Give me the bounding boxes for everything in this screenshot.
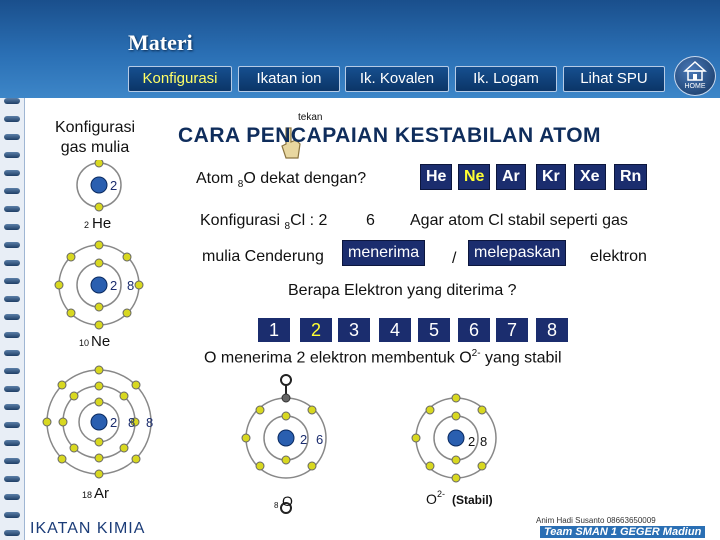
binder-ring (4, 404, 20, 410)
symbol-ne: Ne (91, 333, 111, 350)
menerima-button[interactable]: menerima (342, 240, 425, 266)
config-ion-2: 8 (480, 434, 488, 449)
sub-o: 8 (274, 501, 279, 510)
electron (95, 203, 103, 211)
q1-sub: 8 (237, 179, 244, 191)
binder-ring (4, 350, 20, 356)
binder-ring (4, 530, 20, 536)
config-ne-1: 2 (110, 278, 118, 293)
binder-ring (4, 440, 20, 446)
number-2[interactable]: 2 (300, 318, 332, 342)
left-caption (40, 118, 150, 158)
answer-prefix: O menerima 2 elektron membentuk O (204, 349, 472, 367)
badge-ar[interactable]: Ar (496, 164, 526, 190)
number-3[interactable]: 3 (338, 318, 370, 342)
atom-ne (55, 241, 143, 350)
binder-ring (4, 116, 20, 122)
tekan-label: tekan (298, 112, 323, 123)
config-o-2: 6 (316, 432, 324, 447)
author-credit: Anim Hadi Susanto 08663650009 (536, 516, 656, 525)
main-heading: CARA PENCAPAIAN KESTABILAN ATOM (178, 124, 602, 147)
home-label: HOME (684, 83, 706, 90)
config-o-1: 2 (300, 432, 308, 447)
number-7[interactable]: 7 (496, 318, 528, 342)
binder-ring (4, 296, 20, 302)
binder-ring (4, 494, 20, 500)
binder-ring (4, 476, 20, 482)
binder-ring (4, 170, 20, 176)
mulia-text: mulia Cenderung (202, 248, 324, 265)
slash-text: / (452, 250, 457, 267)
binder-ring (4, 332, 20, 338)
team-credit: Team SMAN 1 GEGER Madiun (540, 526, 705, 538)
config-val1: 2 (318, 212, 328, 229)
added-electron-marker (281, 375, 291, 385)
atom-ar (43, 366, 153, 502)
symbol-o: O (282, 493, 293, 509)
config-he: 2 (110, 178, 118, 193)
home-icon (675, 57, 715, 85)
sub-he: 2 (84, 220, 90, 230)
binder-ring (4, 206, 20, 212)
config-element: Cl : (290, 212, 319, 229)
binder-ring (4, 368, 20, 374)
ion-o2 (412, 394, 496, 507)
binder-ring (4, 386, 20, 392)
nucleus-he (91, 177, 107, 193)
atom-he (77, 160, 121, 232)
binder-ring (4, 278, 20, 284)
atom-o (242, 375, 326, 513)
config-val2: 6 (366, 212, 375, 229)
left-caption-line2: gas mulia (60, 139, 130, 156)
binder-ring (4, 188, 20, 194)
binder-ring (4, 512, 20, 518)
nav-ik-kovalen[interactable]: Ik. Kovalen (345, 66, 449, 92)
page-title: Materi (128, 30, 193, 55)
config-ar-1: 2 (110, 415, 118, 430)
binder-ring (4, 134, 20, 140)
oxygen-diagrams (230, 368, 530, 520)
binder-ring (4, 152, 20, 158)
badge-ne[interactable]: Ne (458, 164, 490, 190)
badge-kr[interactable]: Kr (536, 164, 566, 190)
ion-sup: 2- (437, 489, 446, 499)
symbol-he: He (92, 215, 112, 232)
symbol-ar: Ar (94, 485, 109, 502)
number-8[interactable]: 8 (536, 318, 568, 342)
binder-ring (4, 458, 20, 464)
binder-ring (4, 260, 20, 266)
footer-ikatan-kimia: IKATAN KIMIA (30, 520, 146, 537)
elektron-text: elektron (590, 248, 647, 265)
left-caption-line1: Konfigurasi (54, 119, 136, 136)
config-prefix: Konfigurasi (200, 212, 285, 229)
nav-ikatan-ion[interactable]: Ikatan ion (238, 66, 340, 92)
binder-ring (4, 314, 20, 320)
binder-ring (4, 224, 20, 230)
electron (95, 160, 103, 167)
ion-label: O (426, 491, 437, 507)
sub-ne: 10 (79, 338, 90, 348)
badge-xe[interactable]: Xe (574, 164, 606, 190)
binder-ring (4, 422, 20, 428)
answer-suffix: yang stabil (480, 349, 562, 367)
badge-rn[interactable]: Rn (614, 164, 647, 190)
number-6[interactable]: 6 (458, 318, 490, 342)
question-text: Berapa Elektron yang diterima ? (288, 282, 517, 299)
q1-element: O (243, 170, 256, 187)
config-ar-3: 8 (146, 415, 154, 430)
binder-ring (4, 98, 20, 104)
binder-ring (4, 242, 20, 248)
config-cl-text (200, 212, 327, 232)
noble-gas-diagrams (24, 160, 184, 520)
config-ne-2: 8 (127, 278, 135, 293)
number-5[interactable]: 5 (418, 318, 450, 342)
q1-suffix: dekat dengan? (255, 170, 367, 187)
home-button[interactable] (674, 56, 716, 96)
agar-text: Agar atom Cl stabil seperti gas (410, 212, 628, 229)
ion-stable: (Stabil) (452, 493, 493, 507)
q1-text (196, 170, 366, 190)
nav-lihat-spu[interactable]: Lihat SPU (563, 66, 665, 92)
badge-he[interactable]: He (420, 164, 452, 190)
answer-text (204, 348, 562, 367)
number-4[interactable]: 4 (379, 318, 411, 342)
nav-ik-logam[interactable]: Ik. Logam (455, 66, 557, 92)
config-sub: 8 (284, 221, 291, 233)
answer-sup: 2- (471, 348, 481, 359)
q1-prefix: Atom (196, 170, 238, 187)
sub-ar: 18 (82, 490, 93, 500)
nav-konfigurasi[interactable]: Konfigurasi (128, 66, 232, 92)
config-ar-2: 8 (128, 415, 136, 430)
config-ion-1: 2 (468, 434, 476, 449)
melepaskan-button[interactable]: melepaskan (468, 240, 566, 266)
number-1[interactable]: 1 (258, 318, 290, 342)
